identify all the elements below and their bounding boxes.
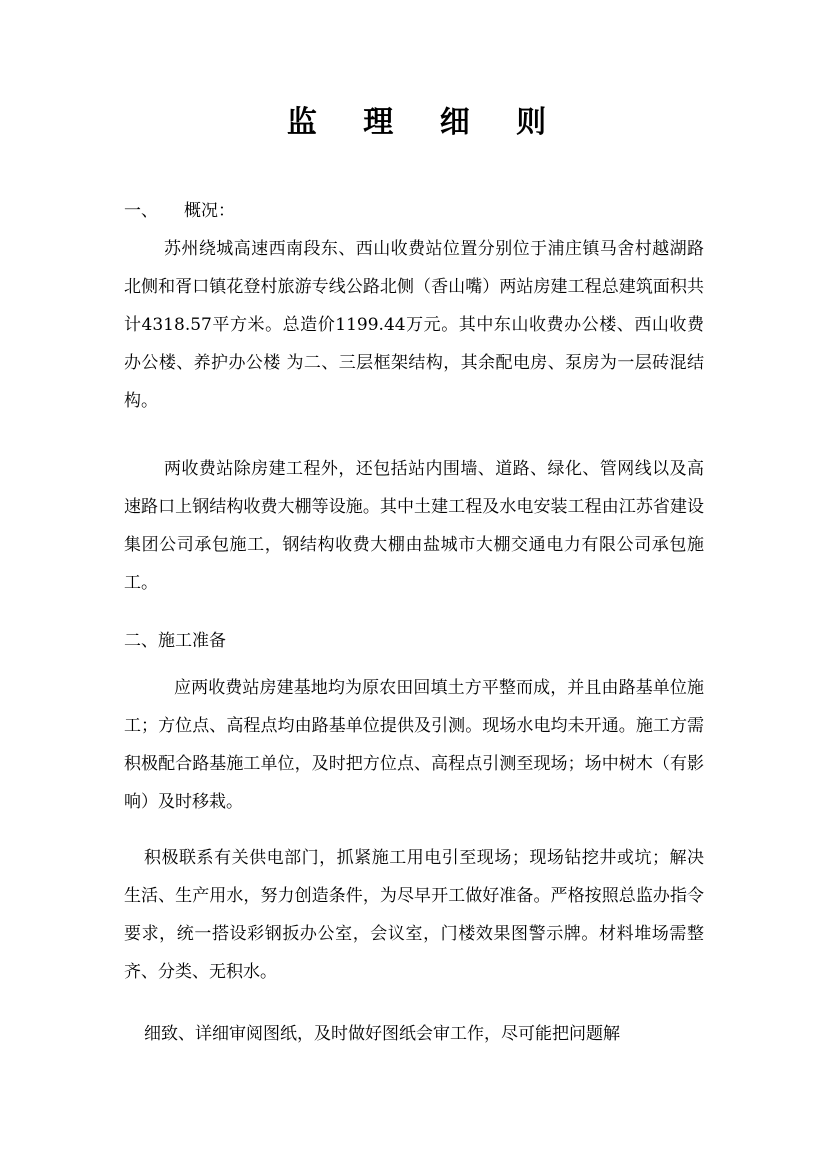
section-2-heading: 二、施工准备	[124, 631, 226, 651]
section-2-paragraph-3: 细致、详细审阅图纸，及时做好图纸会审工作，尽可能把问题解	[144, 1024, 620, 1044]
section-2-paragraph-2: 积极联系有关供电部门，抓紧施工用电引至现场；现场钻挖井或坑；解决生活、生产用水，努力创造条件，为尽早开工做好准备。严格按照总监办指令要求，统一搭设彩钢扳办公室，会议室，门楼效果图警示牌。材料堆场需整齐、分类、无积水。	[124, 848, 704, 982]
section-1-number: 一、	[124, 201, 158, 221]
section-1-title: 概况：	[184, 201, 235, 221]
section-1-paragraph-1: 苏州绕城高速西南段东、西山收费站位置分别位于浦庄镇马舍村越湖路北侧和胥口镇花登村旅游专线公路北侧（香山嘴）两站房建工程总建筑面积共计4318.57平方米。总造价1199.44万元。其中东山收费办公楼、西山收费办公楼、养护办公楼 为二、三层框架结构，其余配电房、泵房为一层砖混结构。	[124, 239, 704, 411]
page-title: 监 理 细 则	[286, 105, 565, 140]
section-1-heading	[124, 192, 235, 230]
section-1-paragraph-2: 两收费站除房建工程外，还包括站内围墙、道路、绿化、管网线以及高速路口上钢结构收费大棚等设施。其中土建工程及水电安装工程由江苏省建设集团公司承包施工，钢结构收费大棚由盐城市大棚交通电力有限公司承包施工。	[124, 459, 704, 593]
section-2-paragraph-1: 应两收费站房建基地均为原农田回填土方平整而成，并且由路基单位施工；方位点、高程点均由路基单位提供及引测。现场水电均未开通。施工方需积极配合路基施工单位，及时把方位点、高程点引测至现场；场中树木（有影响）及时移栽。	[124, 678, 704, 812]
